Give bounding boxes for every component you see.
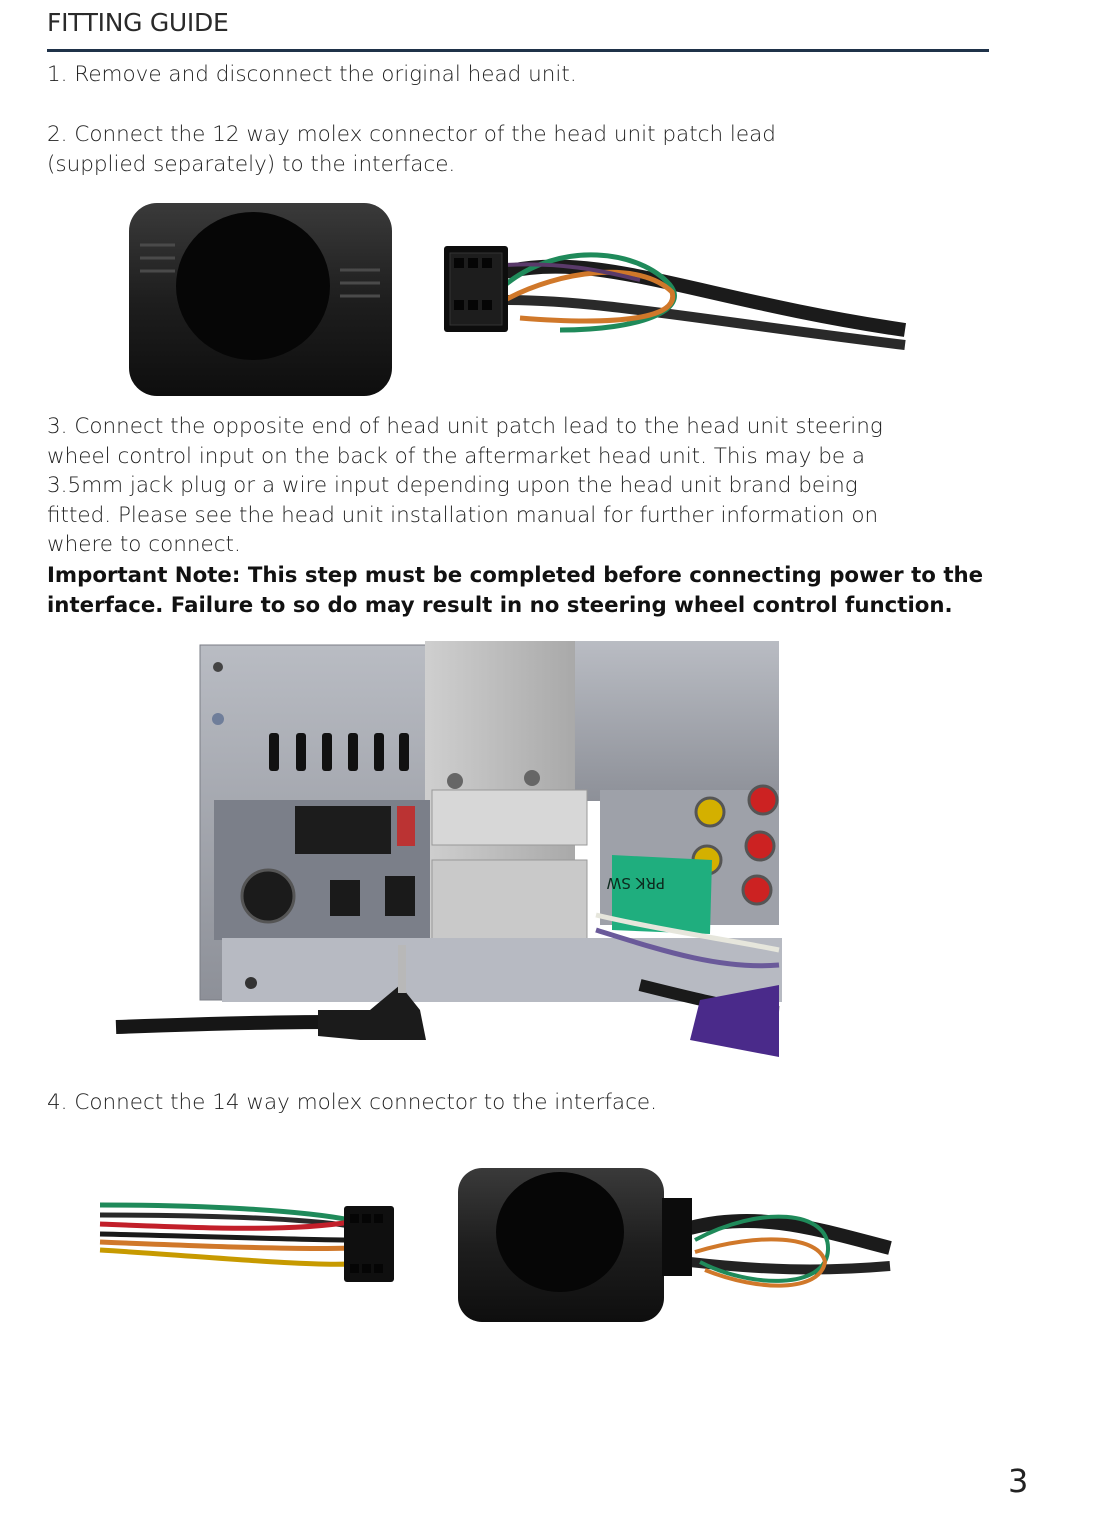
important-note-line-2: interface. Failure to so do may result in no steering wheel control function.	[47, 592, 953, 618]
step-4-text: 4. Connect the 14 way molex connector to the interface.	[47, 1090, 657, 1115]
step-3-line-5: where to connect.	[47, 532, 241, 557]
step-3-line-2: wheel control input on the back of the aftermarket head unit. This may be a	[47, 443, 866, 469]
important-note	[47, 561, 1007, 620]
page-title: FITTING GUIDE	[47, 8, 229, 37]
interface-box-connected-image	[458, 1168, 890, 1322]
important-note-line-1: Important Note: This step must be completed before connecting power to the	[47, 563, 984, 588]
step-1-text: 1. Remove and disconnect the original head unit.	[47, 62, 577, 87]
step-3-line-3: 3.5mm jack plug or a wire input depending upon the head unit brand being	[47, 473, 858, 498]
step-2-line-1: 2. Connect the 12 way molex connector of the head unit patch lead	[47, 122, 776, 147]
prk-sw-tag-label: PRK SW	[606, 874, 665, 892]
interface-box-image	[129, 203, 392, 396]
head-unit-rear-image	[116, 641, 782, 1057]
step-4	[47, 1088, 997, 1118]
step-3-line-4: fitted. Please see the head unit installation manual for further information on	[47, 502, 879, 528]
14-way-connector-image	[100, 1205, 394, 1282]
step-3	[47, 412, 997, 560]
page-number: 3	[1008, 1462, 1029, 1500]
step-2-line-2: (supplied separately) to the interface.	[47, 151, 456, 177]
12-way-connector-image	[444, 246, 905, 345]
step-3-line-1: 3. Connect the opposite end of head unit patch lead to the head unit steering	[47, 414, 883, 439]
